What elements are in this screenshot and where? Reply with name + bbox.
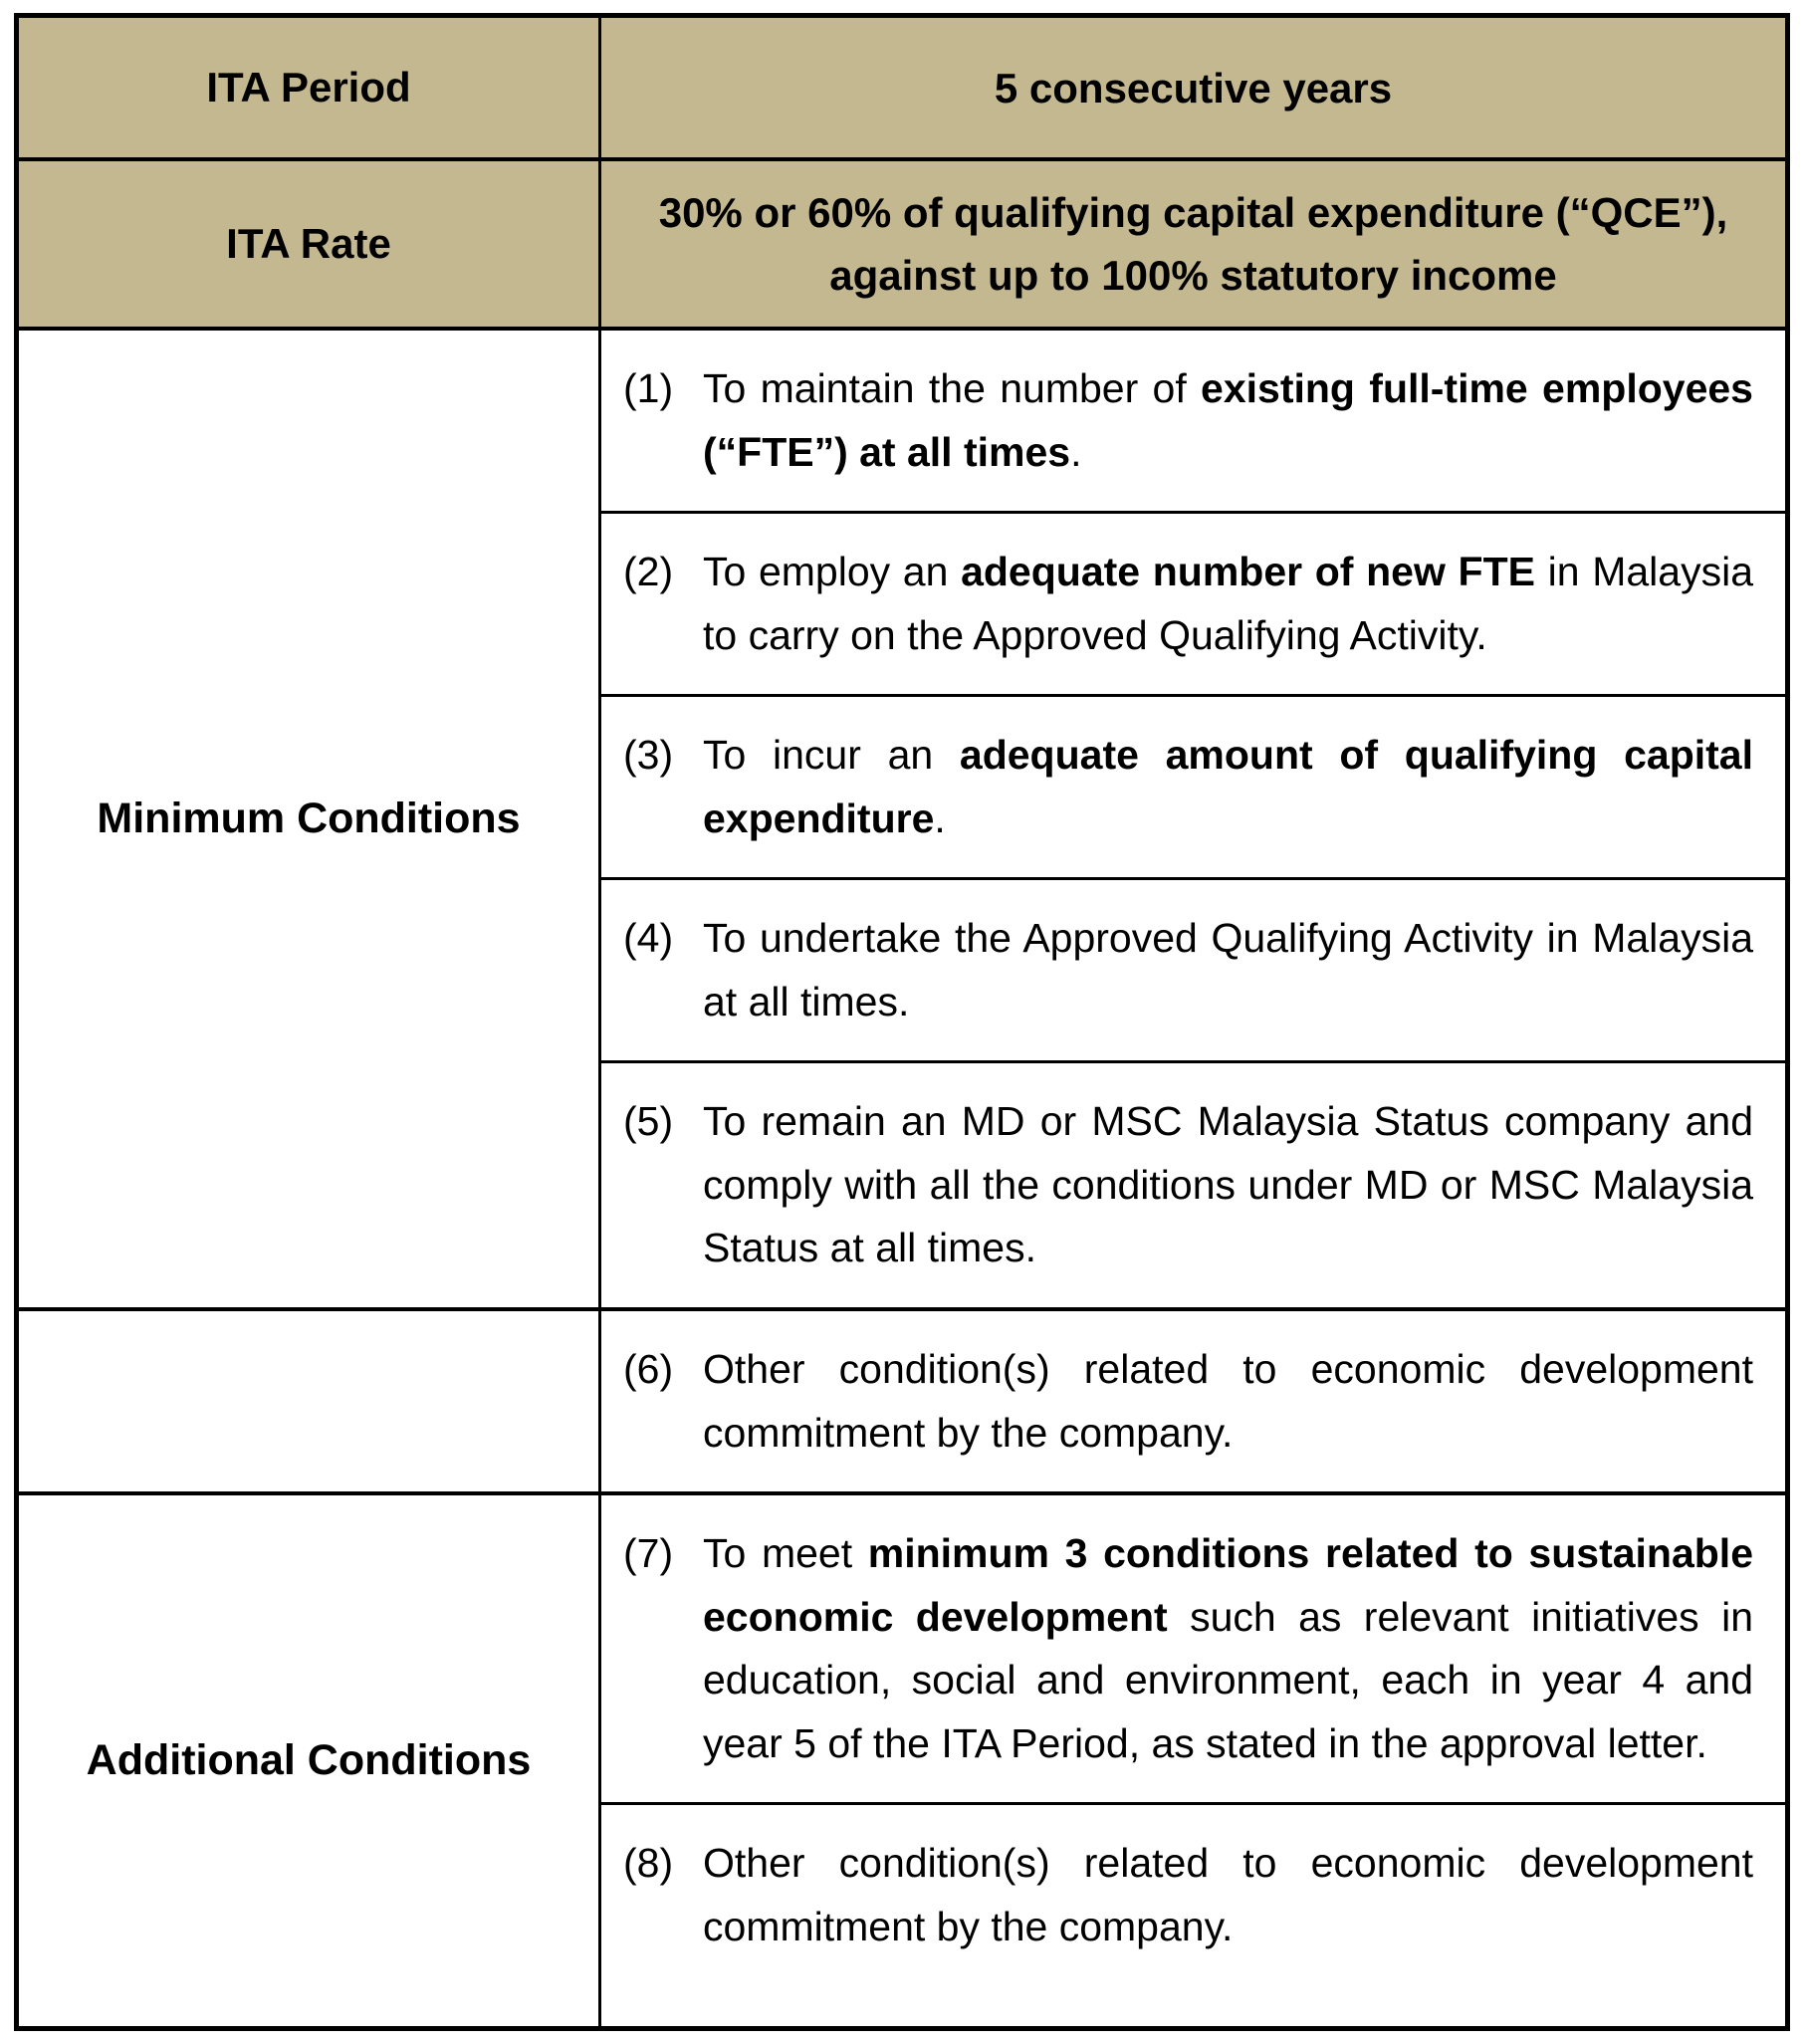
additional-conditions-items [601,1495,1785,2026]
condition-item-8 [601,1802,1785,2026]
condition-text [703,1522,1753,1775]
condition-text-normal: . [1070,428,1082,475]
condition-item-5 [601,1060,1785,1307]
minimum-conditions-label: Minimum Conditions [19,331,601,1307]
condition-text [703,1832,1753,1999]
condition-number: (6) [623,1346,674,1393]
empty-label-cell [19,1311,601,1491]
condition-item-3 [601,694,1785,877]
condition-text [703,724,1753,850]
condition-number: (5) [623,1098,674,1145]
ita-rate-label: ITA Rate [19,161,601,327]
condition-number: (8) [623,1840,674,1887]
ita-period-value: 5 consecutive years [601,18,1785,157]
ita-conditions-table [14,13,1790,2031]
table-row-other-minimum-condition [19,1307,1785,1491]
condition-text-normal: such as relevant initiatives in education, social and environment, each in year 4 and year 5 of the ITA Period, as stated in the approval letter. [703,1593,1753,1766]
condition-text [703,541,1753,667]
condition-text-normal: in Malaysia to carry on the Approved Qualifying Activity. [703,549,1753,658]
condition-text-normal: Other condition(s) related to economic development commitment by the company. [703,1346,1753,1456]
condition-item-1 [601,331,1785,511]
condition-number: (1) [623,365,674,411]
condition-number: (2) [623,549,674,595]
condition-item-2 [601,511,1785,694]
condition-text-normal: To meet [703,1530,868,1577]
condition-text-bold: existing full-time employees (“FTE”) at all times [703,365,1753,475]
table-row-ita-rate [19,157,1785,327]
condition-text-normal: . [934,795,946,841]
additional-conditions-label: Additional Conditions [19,1495,601,2026]
condition-text-bold: adequate number of new FTE [961,549,1535,595]
minimum-conditions-items [601,331,1785,1307]
condition-number: (7) [623,1530,674,1577]
table-row-minimum-conditions [19,327,1785,1307]
table-row-ita-period [19,18,1785,157]
condition-text-normal: To undertake the Approved Qualifying Activity in Malaysia at all times. [703,915,1753,1024]
condition-text-bold: adequate amount of qualifying capital expenditure [703,732,1753,841]
condition-text [703,1338,1753,1465]
condition-text-normal: To incur an [703,732,960,779]
table-row-additional-conditions [19,1491,1785,2026]
condition-text-normal: Other condition(s) related to economic development commitment by the company. [703,1840,1753,1949]
condition-text-bold: minimum 3 conditions related to sustainable economic development [703,1530,1753,1640]
other-minimum-condition-items [601,1311,1785,1491]
condition-item-6 [601,1311,1785,1491]
ita-period-label: ITA Period [19,18,601,157]
condition-text-normal: To maintain the number of [703,365,1202,411]
condition-number: (4) [623,915,674,962]
ita-rate-value: 30% or 60% of qualifying capital expenditure (“QCE”), against up to 100% statutory income [601,161,1785,327]
condition-text-normal: To employ an [703,549,962,595]
condition-item-7 [601,1495,1785,1802]
condition-text [703,907,1753,1033]
condition-text-normal: To remain an MD or MSC Malaysia Status company and comply with all the conditions under MD or MSC Malaysia Status at all times. [703,1098,1753,1271]
condition-item-4 [601,877,1785,1060]
condition-text [703,357,1753,484]
condition-text [703,1090,1753,1280]
condition-number: (3) [623,732,674,779]
